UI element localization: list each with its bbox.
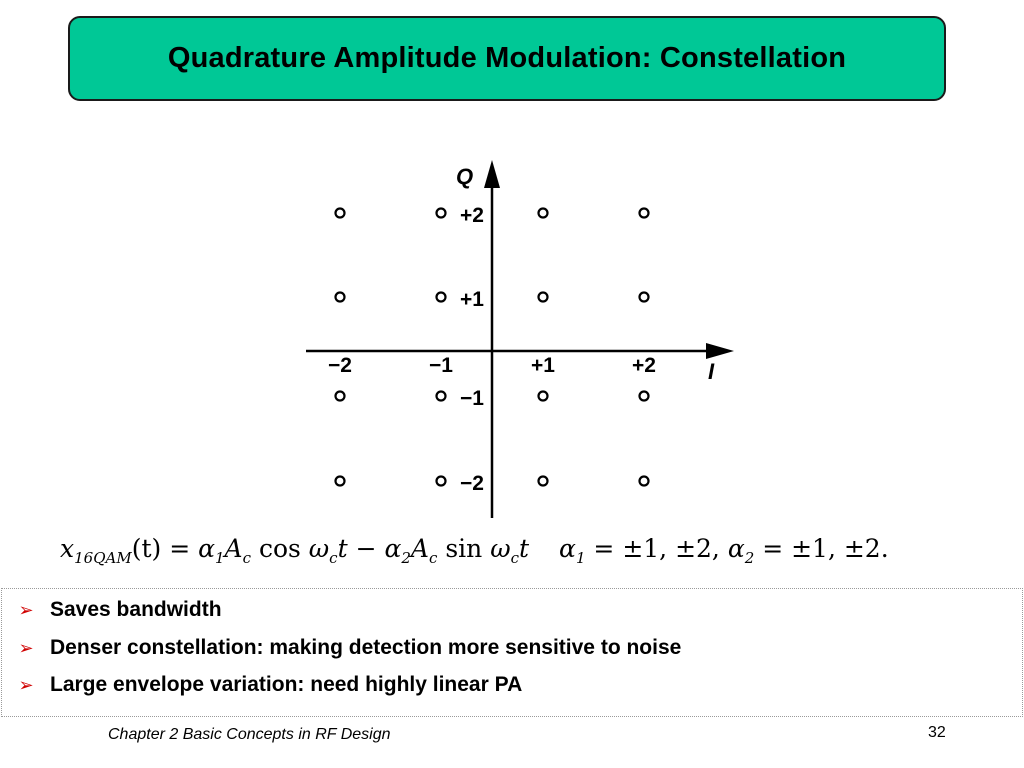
eq-t2: t [519,534,530,563]
i-tick-label: −1 [429,354,453,377]
constellation-point [336,477,345,486]
eq-cond-alpha2-sub: 2 [744,549,755,567]
constellation-point [640,477,649,486]
bullet-text: Large envelope variation: need highly linear PA [50,673,523,696]
eq-sin: sin [437,534,491,563]
q-tick-label: −1 [460,387,484,410]
constellation-point [640,392,649,401]
q-axis-arrowhead [484,160,500,188]
i-tick-label: +2 [632,354,656,377]
eq-omega: ω [308,534,330,563]
constellation-point [437,477,446,486]
slide-title: Quadrature Amplitude Modulation: Constellation [167,42,847,74]
constellation-point [539,392,548,401]
page-number: 32 [928,724,946,741]
arrow-bullet-icon: ➢ [18,599,34,620]
q-axis-label: Q [456,164,474,189]
eq-amp-sub: c [242,549,251,567]
eq-lhs-var: x [60,534,75,563]
i-axis-label: I [708,359,715,384]
constellation-point [336,293,345,302]
eq-alpha2-sub: 2 [401,549,411,567]
arrow-bullet-icon: ➢ [18,674,34,695]
i-axis-arrowhead [706,343,734,359]
eq-lhs-arg: (t) = [131,534,199,563]
bullet-item [2,669,522,701]
bullet-text: Saves bandwidth [50,598,222,621]
eq-alpha1: α [198,534,215,563]
bullet-item [2,594,222,626]
eq-cond1-values: = ±1, ±2, [585,534,728,563]
eq-omega2: ω [490,534,511,563]
i-tick-label: −2 [328,354,352,377]
eq-omega2-sub: c [510,549,519,567]
q-tick-labels [460,204,484,495]
eq-alpha1-sub: 1 [214,549,225,567]
q-tick-label: −2 [460,472,484,495]
eq-omega-sub: c [329,549,338,567]
eq-cond-alpha2: α [727,534,745,563]
constellation-point [336,209,345,218]
i-tick-label: +1 [531,354,555,377]
constellation-point [539,477,548,486]
eq-alpha2: α [384,534,402,563]
eq-cond2-values: = ±1, ±2. [754,534,889,563]
constellation-point [437,293,446,302]
constellation-point [539,293,548,302]
constellation-point [437,392,446,401]
eq-cond-alpha1-sub: 1 [575,549,586,567]
arrow-bullet-icon: ➢ [18,637,34,658]
constellation-point [437,209,446,218]
constellation-point [539,209,548,218]
eq-cond-alpha1: α [559,534,576,563]
eq-amp2: A [410,534,429,563]
eq-t: t [337,534,348,563]
bullet-text: Denser constellation: making detection more sensitive to noise [50,636,682,659]
constellation-point [336,392,345,401]
constellation-point [640,293,649,302]
eq-cos: cos [251,534,309,563]
bullet-list [1,588,1023,717]
q-tick-label: +2 [460,204,484,227]
q-tick-label: +1 [460,288,484,311]
qam-equation [60,534,960,578]
footer-chapter: Chapter 2 Basic Concepts in RF Design [108,726,391,743]
constellation-point [640,209,649,218]
eq-amp: A [224,534,243,563]
eq-lhs-sub: 16QAM [74,549,132,567]
eq-amp2-sub: c [428,549,438,567]
eq-minus: − [347,534,385,563]
bullet-item [2,632,681,664]
